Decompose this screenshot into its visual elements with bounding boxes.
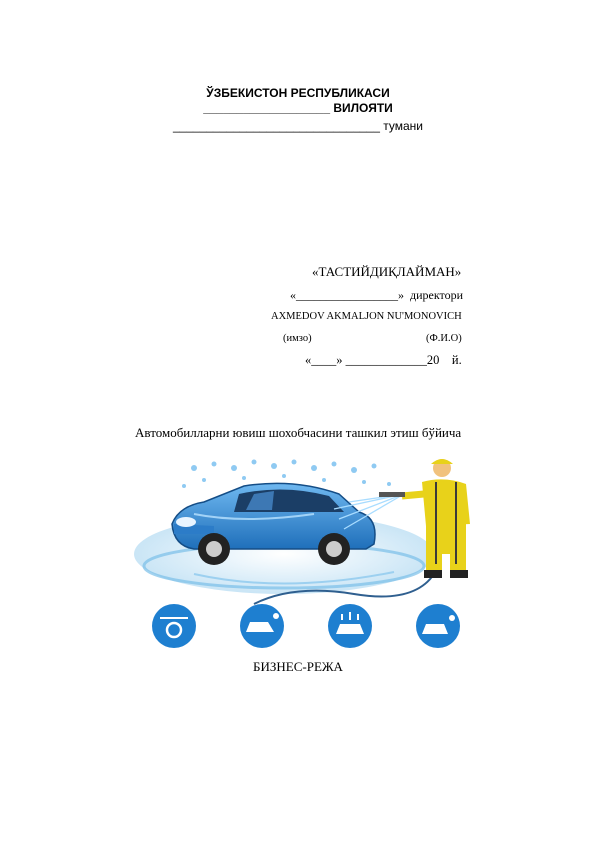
date-line: «____» _____________20 й.: [305, 353, 462, 367]
director-word: директори: [410, 288, 464, 302]
subject-line: Автомобилларни ювиш шохобчасини ташкил этиш бўйича: [135, 425, 462, 440]
region-word: ВИЛОЯТИ: [333, 101, 393, 115]
district-blank: _______________________________: [173, 119, 380, 133]
approval-title: «ТАСТИЙДИҚЛАЙМАН»: [312, 264, 462, 279]
fio-label: (Ф.И.О): [426, 333, 462, 344]
director-line: [290, 288, 463, 303]
document-type: БИЗНЕС-РЕЖА: [253, 659, 343, 674]
region-line: [0, 101, 596, 115]
director-open-quote: «: [290, 288, 296, 302]
region-blank: ___________________: [203, 101, 330, 115]
republic-title: ЎЗБЕКИСТОН РЕСПУБЛИКАСИ: [206, 86, 390, 100]
director-blank: _________________: [296, 288, 398, 302]
district-line: [0, 119, 596, 133]
wheel-wash-icon: [152, 604, 196, 648]
director-close-quote: »: [398, 288, 404, 302]
approver-name: AXMEDOV AKMALJON NU'MONOVICH: [271, 311, 462, 322]
sign-label: (имзо): [283, 333, 312, 344]
car-wash-illustration: [134, 454, 490, 648]
district-word: тумани: [383, 119, 423, 133]
